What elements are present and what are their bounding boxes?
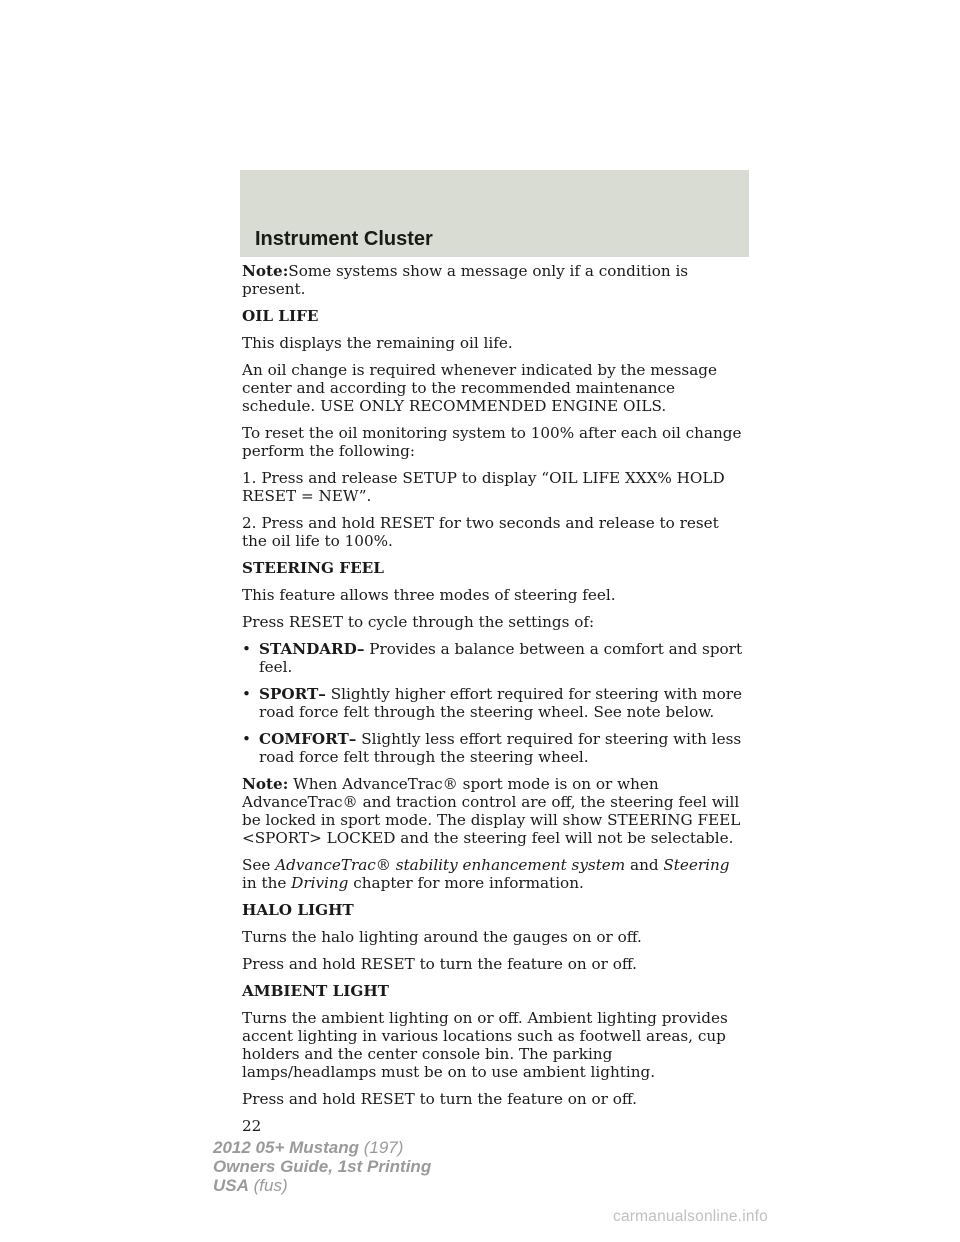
bullet-text bbox=[259, 640, 747, 676]
bullet-comfort bbox=[242, 730, 747, 766]
cross-reference-paragraph bbox=[242, 856, 747, 892]
ambient-light-heading: AMBIENT LIGHT bbox=[242, 982, 389, 1000]
driving-chapter-reference: Driving bbox=[291, 874, 349, 892]
note-label: Note: bbox=[242, 775, 289, 793]
oil-life-step-1: 1. Press and release SETUP to display “OIL LIFE XXX% HOLD RESET = NEW”. bbox=[242, 469, 725, 505]
bullet-sport bbox=[242, 685, 747, 721]
note-text: Some systems show a message only if a condition is present. bbox=[242, 262, 689, 298]
bullet-label: COMFORT– bbox=[259, 730, 357, 748]
ambient-paragraph-1: Turns the ambient lighting on or off. Ambient lighting provides accent lighting in various locations such as footwell areas, cup holders and the center console bin. The parking lamps/headlamps must be on to use ambient lighting. bbox=[242, 1009, 728, 1081]
steering-paragraph-2: Press RESET to cycle through the settings of: bbox=[242, 613, 595, 631]
chapter-header-band bbox=[240, 170, 749, 257]
bullet-label: STANDARD– bbox=[259, 640, 365, 658]
page-number: 22 bbox=[242, 1117, 262, 1135]
steering-paragraph-1: This feature allows three modes of steering feel. bbox=[242, 586, 616, 604]
advancetrac-reference: AdvanceTrac® stability enhancement system bbox=[275, 856, 626, 874]
oil-life-paragraph-3: To reset the oil monitoring system to 100% after each oil change perform the following: bbox=[242, 424, 742, 460]
steering-note-paragraph bbox=[242, 775, 747, 847]
steering-feel-heading: STEERING FEEL bbox=[242, 559, 384, 577]
bullet-text bbox=[259, 730, 747, 766]
footer-line-2: Owners Guide, 1st Printing bbox=[213, 1157, 432, 1176]
ambient-paragraph-2: Press and hold RESET to turn the feature on or off. bbox=[242, 1090, 637, 1108]
footer-line-3 bbox=[213, 1176, 431, 1195]
bullet-dot: • bbox=[242, 730, 251, 748]
bullet-label: SPORT– bbox=[259, 685, 326, 703]
bullet-body: Slightly higher effort required for steering with more road force felt through the steering wheel. See note below. bbox=[259, 685, 742, 721]
halo-paragraph-2: Press and hold RESET to turn the feature on or off. bbox=[242, 955, 637, 973]
oil-life-paragraph-1: This displays the remaining oil life. bbox=[242, 334, 513, 352]
document-footer bbox=[213, 1138, 431, 1195]
oil-life-paragraph-2: An oil change is required whenever indicated by the message center and according to the recommended maintenance schedule. USE ONLY RECOMMENDED ENGINE OILS. bbox=[242, 361, 717, 415]
footer-code: (197) bbox=[359, 1138, 404, 1157]
note-paragraph bbox=[242, 262, 747, 298]
watermark: carmanualsonline.info bbox=[613, 1208, 768, 1225]
halo-paragraph-1: Turns the halo lighting around the gauges on or off. bbox=[242, 928, 642, 946]
bullet-body: Slightly less effort required for steering with less road force felt through the steering wheel. bbox=[259, 730, 742, 766]
bullet-standard bbox=[242, 640, 747, 676]
bullet-dot: • bbox=[242, 640, 251, 658]
note-label: Note: bbox=[242, 262, 289, 280]
chapter-title: Instrument Cluster bbox=[255, 228, 433, 250]
bullet-dot: • bbox=[242, 685, 251, 703]
footer-market: USA bbox=[213, 1176, 249, 1195]
footer-line-1 bbox=[213, 1138, 431, 1157]
oil-life-step-2: 2. Press and hold RESET for two seconds and release to reset the oil life to 100%. bbox=[242, 514, 719, 550]
see-and: and bbox=[625, 856, 664, 874]
footer-market-code: (fus) bbox=[248, 1176, 288, 1195]
oil-life-heading: OIL LIFE bbox=[242, 307, 319, 325]
see-suffix: chapter for more information. bbox=[348, 874, 584, 892]
bullet-text bbox=[259, 685, 747, 721]
see-prefix: See bbox=[242, 856, 276, 874]
steering-reference: Steering bbox=[663, 856, 730, 874]
see-in-the: in the bbox=[242, 874, 292, 892]
halo-light-heading: HALO LIGHT bbox=[242, 901, 354, 919]
note-text: When AdvanceTrac® sport mode is on or when AdvanceTrac® and traction control are off, the steering feel will be locked in sport mode. The display will show STEERING FEEL <SPORT> LOCKED and the steering feel will not be selectable. bbox=[242, 775, 741, 847]
bullet-body: Provides a balance between a comfort and sport feel. bbox=[259, 640, 743, 676]
footer-model: 2012 05+ Mustang bbox=[213, 1138, 359, 1157]
page-content bbox=[242, 262, 747, 1144]
